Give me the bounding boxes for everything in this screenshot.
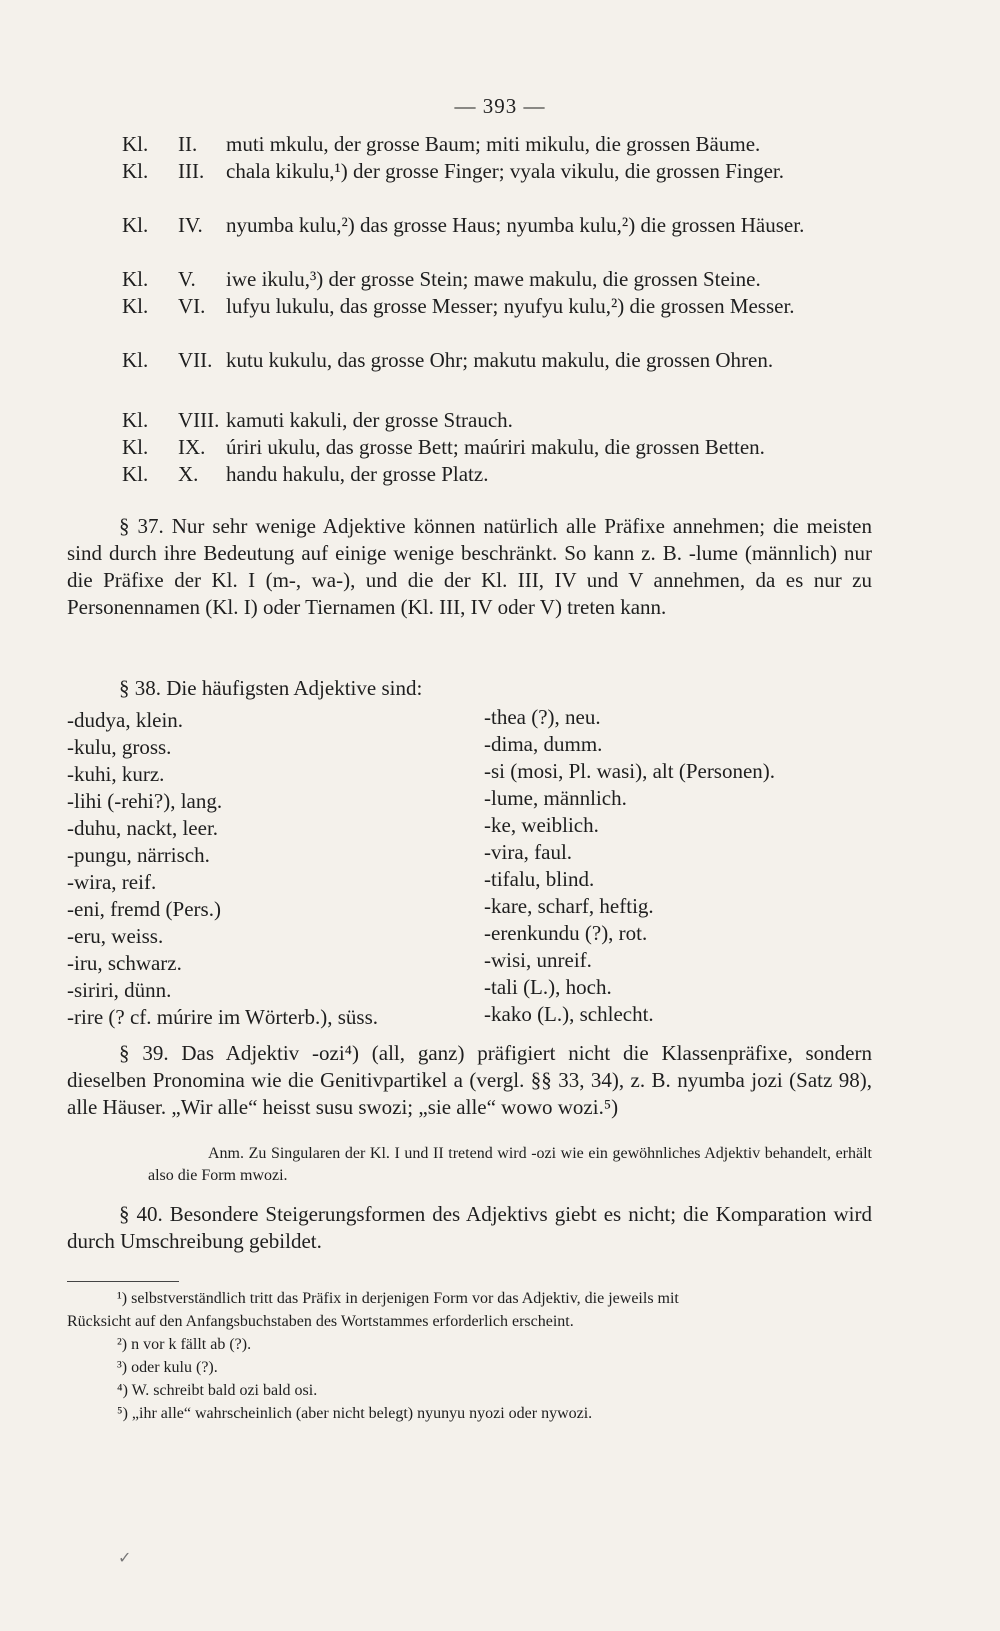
footnote-divider <box>67 1281 179 1282</box>
adjective-entry: -kare, scharf, heftig. <box>484 894 654 918</box>
adjective-entry: -kulu, gross. <box>67 735 172 759</box>
class-example: kamuti kakuli, der grosse Strauch. <box>226 408 513 432</box>
class-example: nyumba kulu,²) das grosse Haus; nyumba kulu,²) die grossen Häuser. <box>226 213 805 237</box>
adjective-entry: -tali (L.), hoch. <box>484 975 612 999</box>
class-row <box>122 212 882 266</box>
footnote: ⁴) W. schreibt bald ozi bald osi. <box>117 1382 318 1399</box>
adjective-entry: -eru, weiss. <box>67 924 164 948</box>
adjective-entry: -vira, faul. <box>484 840 573 864</box>
class-numeral: IX. <box>178 435 206 459</box>
adjective-entry: -lihi (-rehi?), lang. <box>67 789 223 813</box>
class-label: Kl. <box>122 213 149 237</box>
footnote: ⁵) „ihr alle“ wahrscheinlich (aber nicht belegt) nyunyu nyozi oder nywozi. <box>117 1405 593 1422</box>
class-example: handu hakulu, der grosse Platz. <box>226 462 489 486</box>
annotation-note: Anm. Zu Singularen der Kl. I und II tretend wird -ozi wie ein gewöhnliches Adjektiv behandelt, erhält also die Form mwozi. <box>148 1145 872 1184</box>
adjective-entry: -si (mosi, Pl. wasi), alt (Personen). <box>484 759 776 783</box>
adjective-entry: -siriri, dünn. <box>67 978 172 1002</box>
adjective-entry: -wira, reif. <box>67 870 157 894</box>
class-row <box>122 158 882 212</box>
class-row <box>122 461 882 488</box>
class-label: Kl. <box>122 159 149 183</box>
class-row <box>122 407 882 434</box>
class-row <box>122 434 882 461</box>
class-label: Kl. <box>122 294 149 318</box>
class-example: kutu kukulu, das grosse Ohr; makutu makulu, die grossen Ohren. <box>226 348 774 372</box>
page-number: — 393 — <box>454 94 546 118</box>
class-example: lufyu lukulu, das grosse Messer; nyufyu kulu,²) die grossen Messer. <box>226 294 795 318</box>
footnotes <box>67 1287 872 1425</box>
class-numeral: II. <box>178 132 198 156</box>
class-numeral: VI. <box>178 294 206 318</box>
adjective-entry: -duhu, nackt, leer. <box>67 816 219 840</box>
adjective-entry: -pungu, närrisch. <box>67 843 210 867</box>
adjective-list-left <box>67 707 378 1031</box>
pencil-mark: ✓ <box>118 1550 132 1567</box>
adjective-entry: -kuhi, kurz. <box>67 762 165 786</box>
footnote: ¹) selbstverständlich tritt das Präfix in derjenigen Form vor das Adjektiv, die jeweils mit <box>117 1290 679 1307</box>
class-numeral: VII. <box>178 348 213 372</box>
adjective-entry: -wisi, unreif. <box>484 948 592 972</box>
section-40-paragraph: § 40. Besondere Steigerungsformen des Adjektivs giebt es nicht; die Komparation wird durch Umschreibung gebildet. <box>67 1202 872 1253</box>
adjective-entry: -iru, schwarz. <box>67 951 182 975</box>
section-38-heading: § 38. Die häufigsten Adjektive sind: <box>119 676 423 700</box>
class-example: chala kikulu,¹) der grosse Finger; vyala vikulu, die grossen Finger. <box>226 159 785 183</box>
footnote: ²) n vor k fällt ab (?). <box>117 1336 252 1353</box>
class-row <box>122 293 882 347</box>
section-37-paragraph: § 37. Nur sehr wenige Adjektive können natürlich alle Präfixe annehmen; die meisten sind durch ihre Bedeutung auf einige wenige beschränkt. So kann z. B. -lume (männlich) nur die Präfixe der Kl. I (m-, wa-), und die der Kl. III, IV und V annehmen, da es nur zu Personennamen (Kl. I) oder Tiernamen (Kl. III, IV oder V) treten kann. <box>67 514 872 619</box>
class-row <box>122 347 882 401</box>
adjective-list-right <box>484 704 775 1028</box>
footnote: Rücksicht auf den Anfangsbuchstaben des Wortstammes erforderlich erscheint. <box>67 1313 574 1330</box>
section-39-paragraph: § 39. Das Adjektiv -ozi⁴) (all, ganz) präfigiert nicht die Klassenpräfixe, sondern dieselben Pronomina wie die Genitivpartikel a (vergl. §§ 33, 34), z. B. nyumba jozi (Satz 98), alle Häuser. „Wir alle“ heisst susu swozi; „sie alle“ wowo wozi.⁵) <box>67 1041 872 1119</box>
class-row <box>122 266 882 293</box>
class-row <box>122 131 882 158</box>
class-label: Kl. <box>122 435 149 459</box>
adjective-entry: -dima, dumm. <box>484 732 603 756</box>
adjective-entry: -rire (? cf. múrire im Wörterb.), süss. <box>67 1005 379 1029</box>
adjective-entry: -lume, männlich. <box>484 786 627 810</box>
class-numeral: IV. <box>178 213 203 237</box>
class-label: Kl. <box>122 462 149 486</box>
class-label: Kl. <box>122 408 149 432</box>
class-numeral: VIII. <box>178 408 220 432</box>
adjective-entry: -tifalu, blind. <box>484 867 595 891</box>
adjective-entry: -ke, weiblich. <box>484 813 599 837</box>
adjective-entry: -erenkundu (?), rot. <box>484 921 648 945</box>
adjective-entry: -eni, fremd (Pers.) <box>67 897 221 921</box>
class-example: muti mkulu, der grosse Baum; miti mikulu, die grossen Bäume. <box>226 132 761 156</box>
class-label: Kl. <box>122 132 149 156</box>
class-numeral: V. <box>178 267 196 291</box>
footnote: ³) oder kulu (?). <box>117 1359 218 1376</box>
class-numeral: III. <box>178 159 205 183</box>
class-example: úriri ukulu, das grosse Bett; maúriri makulu, die grossen Betten. <box>226 435 765 459</box>
class-label: Kl. <box>122 348 149 372</box>
adjective-entry: -thea (?), neu. <box>484 705 601 729</box>
class-numeral: X. <box>178 462 199 486</box>
adjective-entry: -kako (L.), schlecht. <box>484 1002 654 1026</box>
class-example: iwe ikulu,³) der grosse Stein; mawe makulu, die grossen Steine. <box>226 267 761 291</box>
class-label: Kl. <box>122 267 149 291</box>
adjective-entry: -dudya, klein. <box>67 708 184 732</box>
